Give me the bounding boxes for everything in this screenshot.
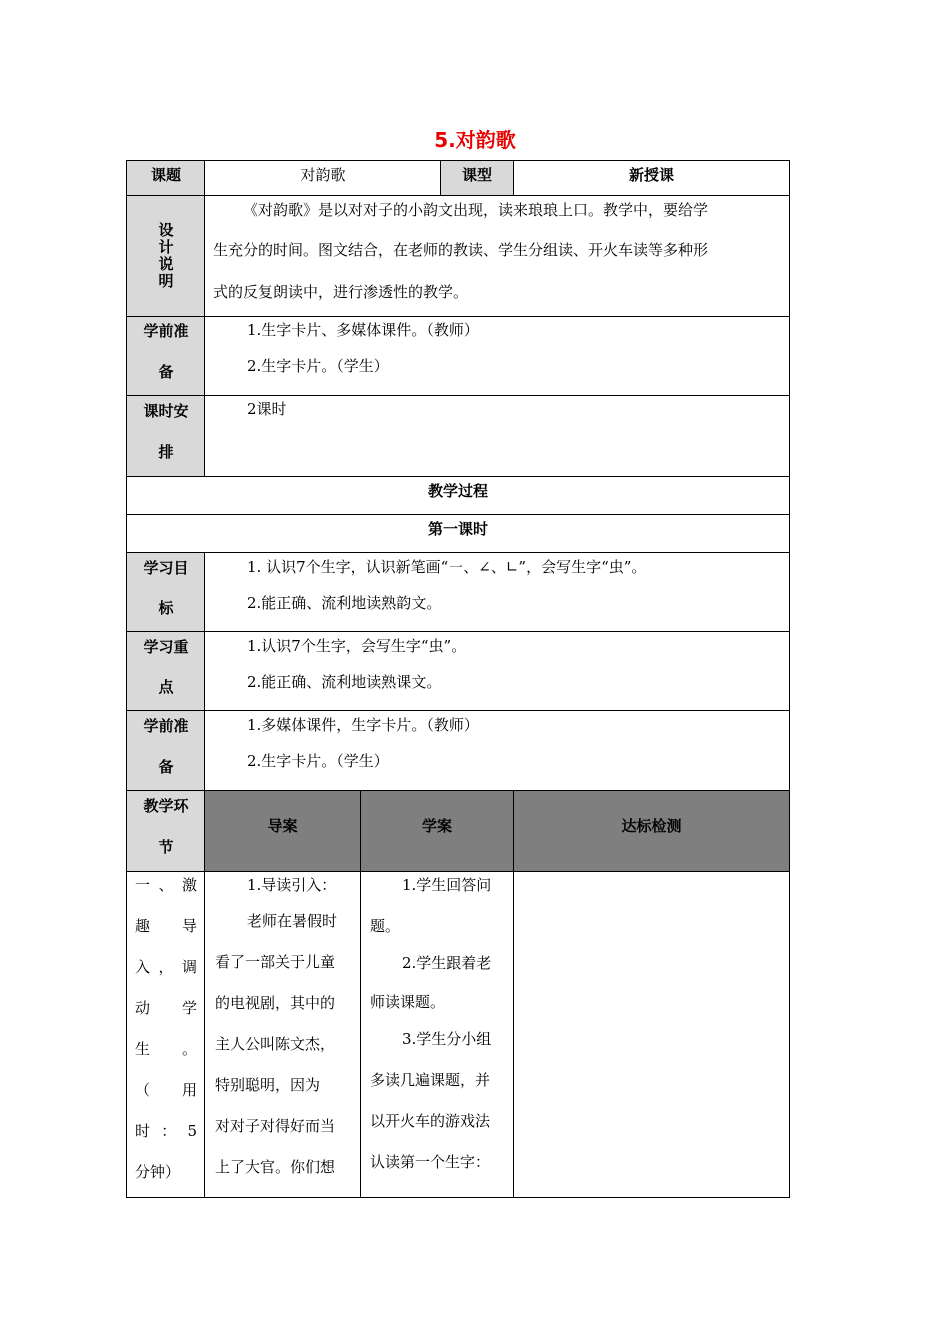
focus-item-2: 2.能正确、流利地读熟课文。 — [247, 673, 442, 691]
check-header: 达标检测 — [621, 817, 682, 835]
type-value: 新授课 — [628, 166, 674, 184]
page-title: 5.对韵歌 — [434, 128, 516, 152]
prep2-item-1: 1.多媒体课件，生字卡片。（教师） — [247, 716, 479, 734]
topic-value: 对韵歌 — [300, 166, 346, 184]
study-header: 学案 — [421, 817, 452, 835]
type-label: 课型 — [461, 166, 492, 184]
focus-item-1: 1.认识7个生字，会写生字“虫”。 — [247, 637, 467, 655]
prep1-item-2: 2.生字卡片。（学生） — [247, 357, 389, 375]
guide-header: 导案 — [267, 817, 298, 835]
process-title: 教学过程 — [427, 482, 488, 500]
lesson-title: 第一课时 — [427, 520, 488, 538]
schedule-value: 2课时 — [247, 400, 287, 418]
goals-item-2: 2.能正确、流利地读熟韵文。 — [247, 594, 442, 612]
prep1-item-1: 1.生字卡片、多媒体课件。（教师） — [247, 321, 479, 339]
topic-label: 课题 — [150, 166, 181, 184]
prep2-item-2: 2.生字卡片。（学生） — [247, 752, 389, 770]
goals-item-1: 1. 认识7个生字，认识新笔画“㇐、∠、∟”，会写生字“虫”。 — [247, 558, 647, 576]
